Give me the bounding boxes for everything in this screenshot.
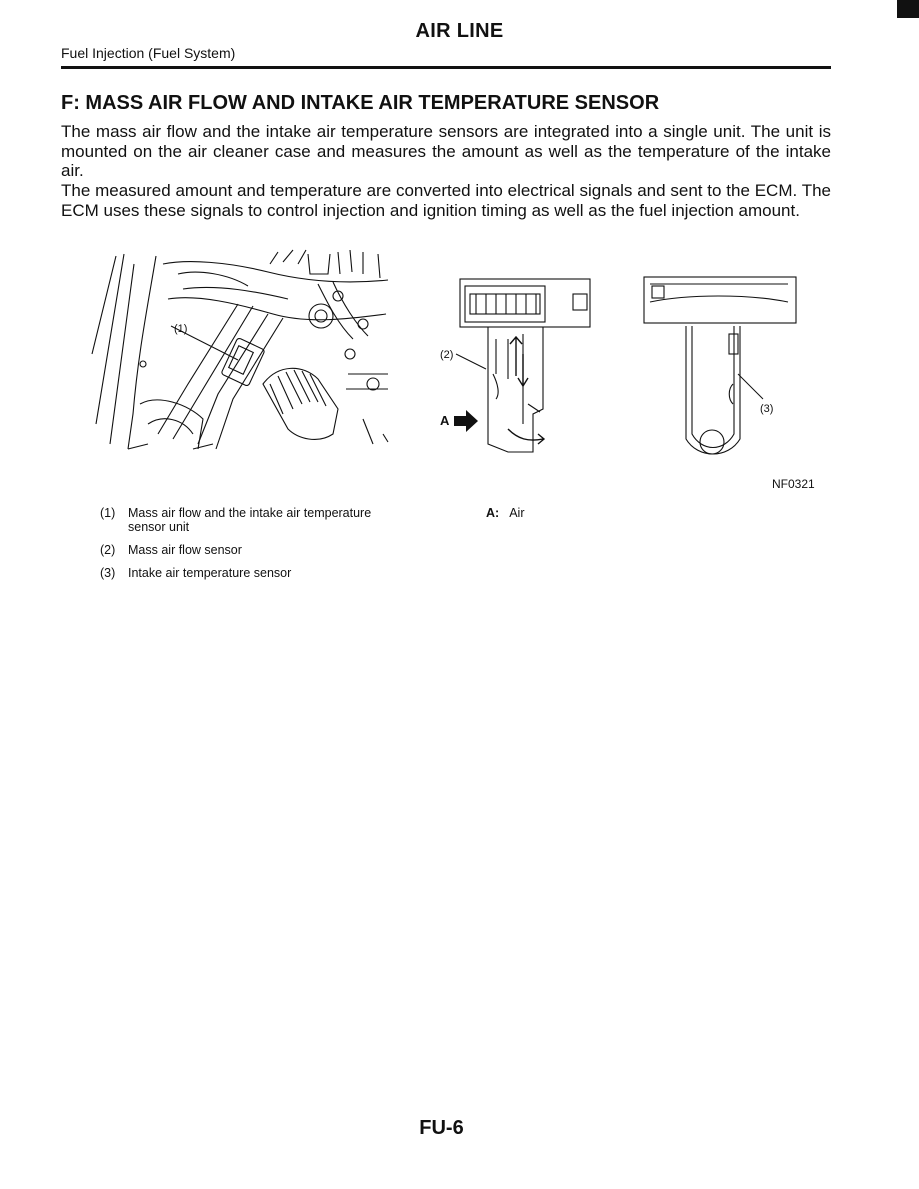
legend-number: (2) bbox=[100, 543, 116, 557]
sensor-illustration bbox=[88, 244, 833, 494]
key-text: Air bbox=[509, 506, 525, 520]
header-divider bbox=[61, 66, 831, 69]
iat-sensor-drawing bbox=[644, 277, 796, 454]
paragraph-2: The measured amount and temperature are converted into electrical signals and sent to the ECM. The ECM uses these signals to control injection and ignition timing as well as the fuel injection amount. bbox=[61, 181, 831, 220]
callout-a: A bbox=[440, 413, 450, 428]
section-label: Fuel Injection (Fuel System) bbox=[61, 45, 236, 61]
legend-number: (1) bbox=[100, 506, 116, 520]
engine-bay-drawing bbox=[92, 250, 388, 449]
maf-sensor-drawing bbox=[456, 279, 590, 452]
paragraph-1: The mass air flow and the intake air temperature sensors are integrated into a single unit. The unit is mounted on the air cleaner case and measures the amount as well as the temperature of the intake air. bbox=[61, 122, 831, 180]
legend-number: (3) bbox=[100, 566, 116, 580]
legend-text: Intake air temperature sensor bbox=[128, 566, 292, 580]
section-heading: F: MASS AIR FLOW AND INTAKE AIR TEMPERATURE SENSOR bbox=[61, 92, 660, 114]
figure-code: NF0321 bbox=[772, 477, 815, 491]
legend-item bbox=[100, 543, 400, 557]
callout-3: (3) bbox=[760, 403, 774, 415]
legend-text: Mass air flow and the intake air temperature sensor unit bbox=[128, 506, 372, 534]
scan-corner-mark bbox=[897, 0, 919, 18]
legend-item bbox=[100, 566, 400, 580]
legend-text: Mass air flow sensor bbox=[128, 543, 242, 557]
callout-2: (2) bbox=[440, 349, 454, 361]
air-flow-arrow-icon bbox=[454, 410, 478, 432]
figure-key bbox=[486, 506, 524, 520]
page-header-title: AIR LINE bbox=[415, 20, 504, 42]
page-number: FU-6 bbox=[419, 1117, 464, 1139]
callout-1: (1) bbox=[174, 323, 188, 335]
legend-item bbox=[100, 506, 400, 534]
key-letter: A: bbox=[486, 506, 500, 520]
legend bbox=[100, 506, 400, 589]
